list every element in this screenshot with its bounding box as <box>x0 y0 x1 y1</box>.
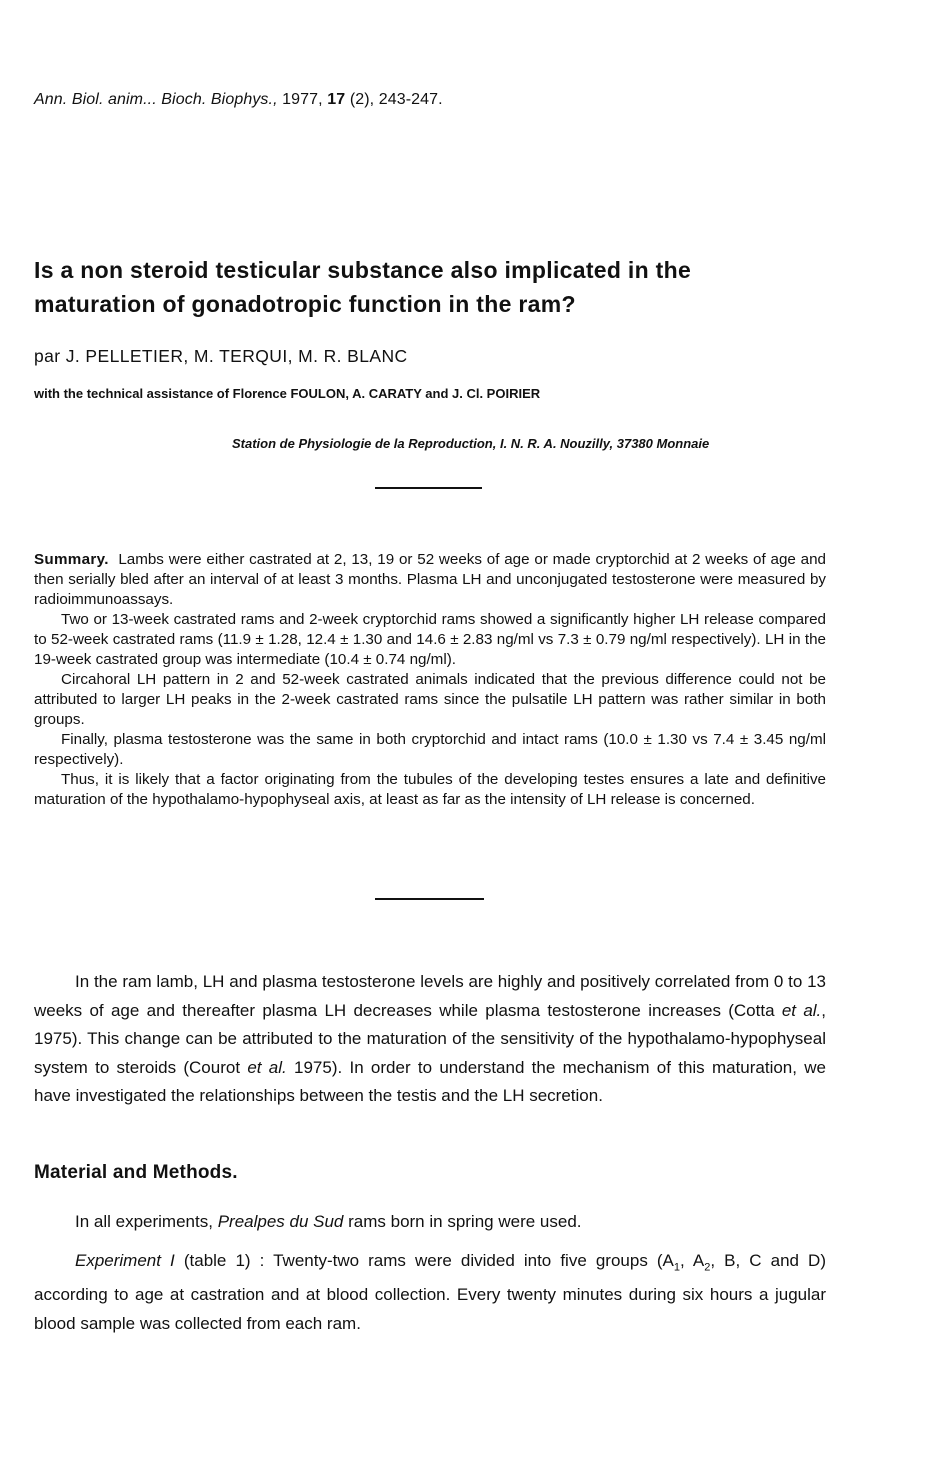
methods-paragraph: In all experiments, Prealpes du Sud rams born in spring were used. <box>75 1212 582 1231</box>
summary-block <box>34 550 826 810</box>
journal-issue-pages: (2), 243-247. <box>349 91 443 108</box>
summary-paragraph: Summary. Lambs were either castrated at 2, 13, 19 or 52 weeks of age or made cryptorchid at 2 weeks of age and then serially bled after an interval of at least 3 months. Plasma LH and unconjugated testosterone were measured by radioimmunoassays. <box>34 551 826 608</box>
technical-assistance-line: with the technical assistance of Florence FOULON, A. CARATY and J. Cl. POIRIER <box>34 386 541 401</box>
summary-paragraph: Circahoral LH pattern in 2 and 52-week castrated animals indicated that the previous difference could not be attributed to larger LH peaks in the 2-week castrated rams since the pulsatile LH pattern was rather similar in both groups. <box>34 671 826 728</box>
journal-reference <box>34 91 443 109</box>
journal-volume: 17 <box>327 91 346 108</box>
methods-paragraph: Experiment I (table 1) : Twenty-two rams were divided into five groups ($A_1$, $A_2$, B, C and D) according to age at castration and at blood collection. Every twenty minutes during six hours a jugular blood sample was collected from each ram. <box>34 1250 826 1333</box>
authors-line: par J. PELLETIER, M. TERQUI, M. R. BLANC <box>34 346 408 366</box>
summary-paragraph: Thus, it is likely that a factor originating from the tubules of the developing testes ensures a late and definitive maturation of the hypothalamo-hypophyseal axis, at least as far as the intensity of LH release is concerned. <box>34 771 826 808</box>
introduction-block <box>34 968 826 1111</box>
intro-paragraph: In the ram lamb, LH and plasma testosterone levels are highly and positively correlated from 0 to 13 weeks of age and thereafter plasma LH decreases while plasma testosterone increases (Cotta et al., 1975). This change can be attributed to the maturation of the sensitivity of the hypothalamo-hypophyseal system to steroids (Courot et al. 1975). In order to understand the mechanism of this maturation, we have investigated the relationships between the testis and the LH secretion. <box>34 972 827 1105</box>
journal-year: 1977, <box>282 91 323 108</box>
summary-paragraph: Two or 13-week castrated rams and 2-week cryptorchid rams showed a significantly higher LH release compared to 52-week castrated rams (11.9 ± 1.28, 12.4 ± 1.30 and 14.6 ± 2.83 ng/ml vs 7.3 ± 0.79 ng/ml respectively). LH in the 19-week castrated group was intermediate (10.4 ± 0.74 ng/ml). <box>34 611 826 668</box>
summary-paragraph: Finally, plasma testosterone was the same in both cryptorchid and intact rams (10.0 ± 1.30 vs 7.4 ± 3.45 ng/ml respectively). <box>34 731 826 768</box>
article-title: Is a non steroid testicular substance also implicated in the maturation of gonadotropic function in the ram? <box>34 257 692 317</box>
section-heading-methods: Material and Methods. <box>34 1162 238 1183</box>
divider-rule-middle <box>375 898 484 900</box>
summary-label: Summary. <box>34 551 109 568</box>
methods-block <box>34 1208 826 1338</box>
divider-rule-top <box>375 487 482 489</box>
journal-name: Ann. Biol. anim... Bioch. Biophys., <box>34 91 278 108</box>
affiliation-line: Station de Physiologie de la Reproduction, I. N. R. A. Nouzilly, 37380 Monnaie <box>232 436 710 451</box>
